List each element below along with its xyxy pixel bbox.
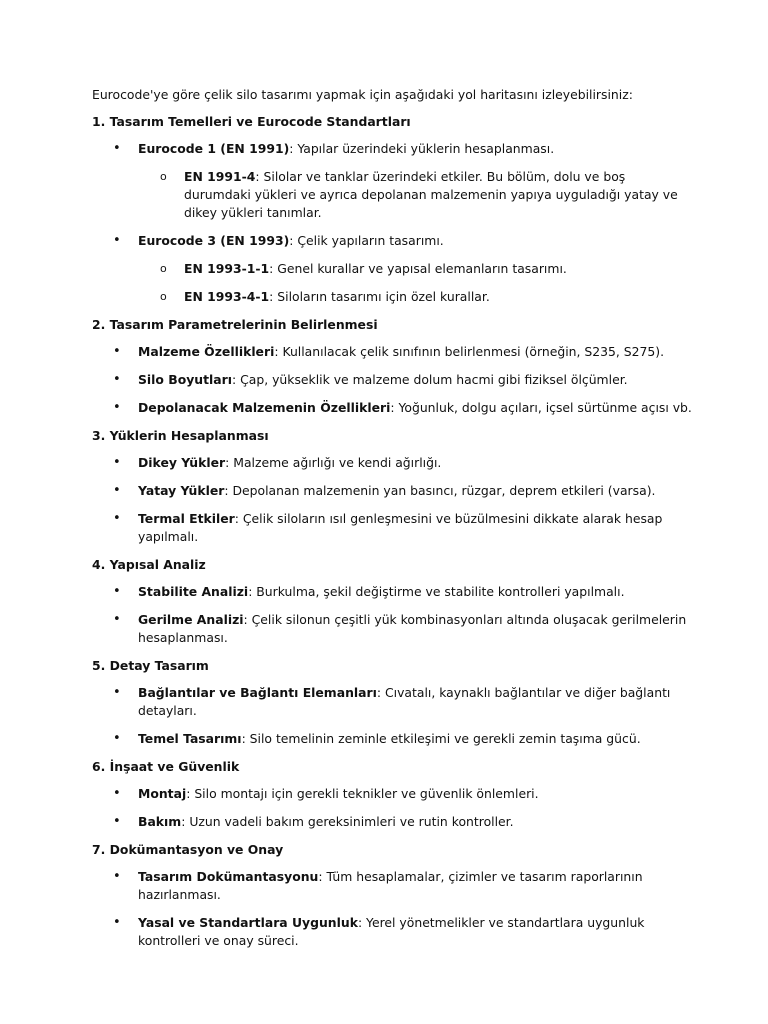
list-item [92, 371, 692, 389]
list-item [92, 454, 692, 472]
item-term: Termal Etkiler [138, 511, 235, 526]
list-item [92, 813, 692, 831]
item-text: : Yerel yönetmelikler ve standartlara uygunluk kontrolleri ve onay süreci. [138, 915, 645, 948]
item-term: Gerilme Analizi [138, 612, 244, 627]
section-2 [92, 316, 692, 417]
item-text: : Çelik silonun çeşitli yük kombinasyonları altında oluşacak gerilmelerin hesaplanması. [138, 612, 687, 645]
item-text: : Burkulma, şekil değiştirme ve stabilite kontrolleri yapılmalı. [248, 584, 625, 599]
bullet-icon: • [113, 685, 121, 700]
sub-item-text: : Genel kurallar ve yapısal elemanların tasarımı. [269, 261, 567, 276]
item-term: Eurocode 1 (EN 1991) [138, 141, 290, 156]
bullet-icon: • [113, 869, 121, 884]
item-text: : Malzeme ağırlığı ve kendi ağırlığı. [225, 455, 442, 470]
list-item [92, 232, 692, 250]
list-item [92, 684, 692, 720]
section-7 [92, 841, 692, 950]
item-text: : Yapılar üzerindeki yüklerin hesaplanması. [289, 141, 555, 156]
section-title: 6. İnşaat ve Güvenlik [92, 759, 240, 774]
item-term: Malzeme Özellikleri [138, 344, 275, 359]
section-4 [92, 556, 692, 647]
bullet-icon: • [113, 731, 121, 746]
bullet-icon: • [113, 511, 121, 526]
hollow-bullet-icon: o [160, 290, 167, 303]
bullet-icon: • [113, 814, 121, 829]
section-1 [92, 113, 692, 306]
sub-item-text: : Silolar ve tanklar üzerindeki etkiler. Bu bölüm, dolu ve boş durumdaki yükleri ve ayrıca depolanan malzemenin yapıya uyguladığı yatay ve dikey yükleri tanımlar. [184, 169, 678, 220]
bullet-icon: • [113, 455, 121, 470]
list-item [92, 510, 692, 546]
sub-item-term: EN 1993-1-1 [184, 261, 270, 276]
item-text: : Kullanılacak çelik sınıfının belirlenmesi (örneğin, S235, S275). [274, 344, 665, 359]
intro-paragraph: Eurocode'ye göre çelik silo tasarımı yapmak için aşağıdaki yol haritasını izleyebilirsiniz: [92, 87, 633, 102]
list-item [92, 785, 692, 803]
bullet-icon: • [113, 612, 121, 627]
list-item [92, 399, 692, 417]
bullet-icon: • [113, 483, 121, 498]
item-term: Dikey Yükler [138, 455, 226, 470]
section-5 [92, 657, 692, 748]
document-page [92, 86, 692, 960]
sub-item-text: : Siloların tasarımı için özel kurallar. [269, 289, 490, 304]
item-text: : Çelik siloların ısıl genleşmesini ve büzülmesini dikkate alarak hesap yapılmalı. [138, 511, 663, 544]
sub-list-item [92, 168, 692, 222]
section-title: 2. Tasarım Parametrelerinin Belirlenmesi [92, 317, 378, 332]
bullet-icon: • [113, 141, 121, 156]
bullet-icon: • [113, 233, 121, 248]
bullet-icon: • [113, 400, 121, 415]
section-title: 4. Yapısal Analiz [92, 557, 206, 572]
bullet-icon: • [113, 344, 121, 359]
item-term: Montaj [138, 786, 187, 801]
item-text: : Yoğunluk, dolgu açıları, içsel sürtünme açısı vb. [390, 400, 692, 415]
bullet-icon: • [113, 584, 121, 599]
list-item [92, 140, 692, 158]
section-3 [92, 427, 692, 546]
item-text: : Tüm hesaplamalar, çizimler ve tasarım raporlarının hazırlanması. [138, 869, 643, 902]
list-item [92, 611, 692, 647]
item-term: Yasal ve Standartlara Uygunluk [138, 915, 358, 930]
sub-list-item [92, 260, 692, 278]
sub-list-item [92, 288, 692, 306]
bullet-icon: • [113, 372, 121, 387]
hollow-bullet-icon: o [160, 262, 167, 275]
section-6 [92, 758, 692, 831]
item-text: : Çelik yapıların tasarımı. [289, 233, 444, 248]
item-term: Stabilite Analizi [138, 584, 249, 599]
item-term: Tasarım Dokümantasyonu [138, 869, 319, 884]
sub-item-term: EN 1991-4 [184, 169, 256, 184]
item-term: Depolanacak Malzemenin Özellikleri [138, 400, 391, 415]
item-term: Bakım [138, 814, 182, 829]
item-term: Silo Boyutları [138, 372, 232, 387]
item-term: Yatay Yükler [138, 483, 225, 498]
section-title: 3. Yüklerin Hesaplanması [92, 428, 269, 443]
list-item [92, 343, 692, 361]
list-item [92, 482, 692, 500]
item-text: : Silo montajı için gerekli teknikler ve güvenlik önlemleri. [186, 786, 539, 801]
item-term: Temel Tasarımı [138, 731, 242, 746]
section-title: 5. Detay Tasarım [92, 658, 209, 673]
item-text: : Çap, yükseklik ve malzeme dolum hacmi gibi fiziksel ölçümler. [232, 372, 628, 387]
item-text: : Depolanan malzemenin yan basıncı, rüzgar, deprem etkileri (varsa). [224, 483, 656, 498]
item-text: : Cıvatalı, kaynaklı bağlantılar ve diğer bağlantı detayları. [138, 685, 671, 718]
section-title: 1. Tasarım Temelleri ve Eurocode Standartları [92, 114, 411, 129]
item-text: : Silo temelinin zeminle etkileşimi ve gerekli zemin taşıma gücü. [241, 731, 641, 746]
item-term: Eurocode 3 (EN 1993) [138, 233, 290, 248]
list-item [92, 868, 692, 904]
list-item [92, 914, 692, 950]
list-item [92, 730, 692, 748]
bullet-icon: • [113, 915, 121, 930]
item-text: : Uzun vadeli bakım gereksinimleri ve rutin kontroller. [181, 814, 514, 829]
section-title: 7. Dokümantasyon ve Onay [92, 842, 284, 857]
hollow-bullet-icon: o [160, 170, 167, 183]
bullet-icon: • [113, 786, 121, 801]
sub-item-term: EN 1993-4-1 [184, 289, 270, 304]
item-term: Bağlantılar ve Bağlantı Elemanları [138, 685, 377, 700]
list-item [92, 583, 692, 601]
